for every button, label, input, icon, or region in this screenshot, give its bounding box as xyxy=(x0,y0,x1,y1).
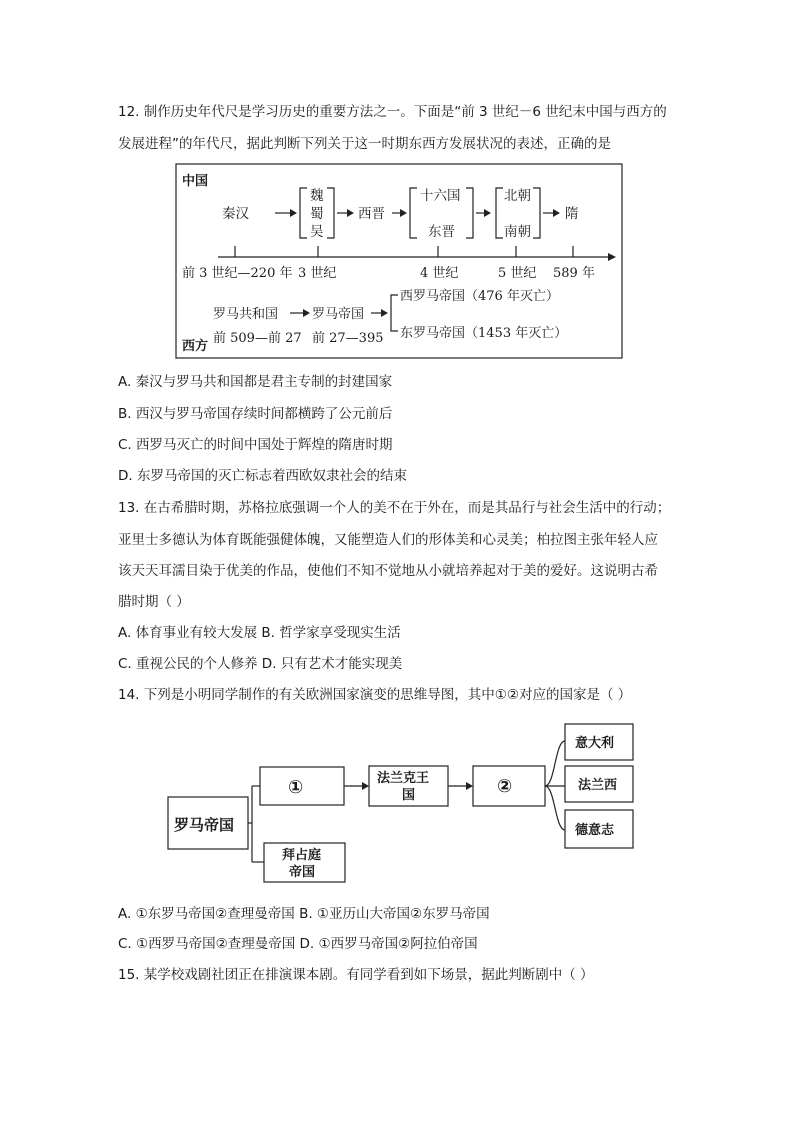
tick-label: 589 年 xyxy=(553,266,595,281)
republic-years: 前 509—前 27 xyxy=(213,331,302,346)
q12-option-c: C. 西罗马灭亡的时间中国处于辉煌的隋唐时期 xyxy=(118,437,393,453)
arrow-icon xyxy=(362,782,369,790)
east-roman-label: 东罗马帝国（1453 年灭亡） xyxy=(400,326,568,341)
qinhan-label: 秦汉 xyxy=(222,206,249,222)
arrow-icon xyxy=(381,309,388,317)
bracket-icon xyxy=(466,188,473,238)
frankish-label-1: 法兰克王 xyxy=(377,771,430,786)
west-label: 西方 xyxy=(182,339,209,354)
italy-label: 意大利 xyxy=(575,736,615,751)
arrow-icon xyxy=(466,782,473,790)
west-roman-label: 西罗马帝国（476 年灭亡） xyxy=(400,289,559,304)
q13-stem-line2: 亚里士多德认为体育既能强健体魄，又能塑造人们的形体美和心灵美；柏拉图主张年轻人应 xyxy=(118,532,658,548)
arrow-icon xyxy=(347,209,354,217)
germany-label: 德意志 xyxy=(575,823,615,838)
arrow-icon xyxy=(303,309,310,317)
shu-label: 蜀 xyxy=(310,206,324,222)
nanchao-label: 南朝 xyxy=(504,224,531,240)
q12-stem-line1: 12. 制作历史年代尺是学习历史的重要方法之一。下面是“前 3 世纪－6 世纪末中国与西方的 xyxy=(118,104,667,120)
roman-republic-label: 罗马共和国 xyxy=(213,307,279,322)
france-label: 法兰西 xyxy=(578,778,618,793)
bracket-icon xyxy=(391,295,398,331)
branch-line xyxy=(545,741,565,786)
tick-label: 3 世纪 xyxy=(298,266,337,281)
bracket-icon xyxy=(410,188,417,238)
roman-empire-box-label: 罗马帝国 xyxy=(174,816,235,834)
byzantine-label-2: 帝国 xyxy=(289,865,316,880)
q13-options-ab: A. 体育事业有较大发展 B. 哲学家享受现实生活 xyxy=(118,625,401,641)
branch-line xyxy=(545,786,565,830)
tick-label: 5 世纪 xyxy=(498,266,537,281)
xijin-label: 西晋 xyxy=(358,206,385,222)
q13-stem-line4: 腊时期（ ） xyxy=(118,594,190,610)
wu-label: 吴 xyxy=(310,224,324,240)
circle1-label: ① xyxy=(288,777,304,798)
q15-stem: 15. 某学校戏剧社团正在排演课本剧。有同学看到如下场景，据此判断剧中（ ） xyxy=(118,967,594,983)
q13-options-cd: C. 重视公民的个人修养 D. 只有艺术才能实现美 xyxy=(118,656,403,672)
sui-label: 隋 xyxy=(565,206,579,222)
wei-label: 魏 xyxy=(310,188,324,204)
axis-arrow-icon xyxy=(608,253,616,261)
bracket-icon xyxy=(327,188,334,238)
q13-stem-line3: 该天天耳濡目染于优美的作品，使他们不知不觉地从小就培养起对于美的爱好。这说明古希 xyxy=(118,563,658,579)
bracket-icon xyxy=(300,188,307,238)
tick-label: 前 3 世纪—220 年 xyxy=(182,266,293,281)
q14-options-cd: C. ①西罗马帝国②查理曼帝国 D. ①西罗马帝国②阿拉伯帝国 xyxy=(118,936,478,952)
bracket-icon xyxy=(496,188,503,238)
tick-label: 4 世纪 xyxy=(420,266,459,281)
arrow-icon xyxy=(290,209,297,217)
beichao-label: 北朝 xyxy=(504,188,531,204)
q12-stem-line2: 发展进程”的年代尺，据此判断下列关于这一时期东西方发展状况的表述，正确的是 xyxy=(118,136,611,152)
q14-stem: 14. 下列是小明同学制作的有关欧洲国家演变的思维导图，其中①②对应的国家是（ ） xyxy=(118,687,632,703)
q14-options-ab: A. ①东罗马帝国②查理曼帝国 B. ①亚历山大帝国②东罗马帝国 xyxy=(118,906,490,922)
byzantine-label-1: 拜占庭 xyxy=(282,848,322,863)
roman-empire-label: 罗马帝国 xyxy=(312,307,365,322)
dongjin-label: 东晋 xyxy=(428,224,455,240)
empire-years: 前 27—395 xyxy=(312,331,384,346)
q12-option-d: D. 东罗马帝国的灭亡标志着西欧奴隶社会的结束 xyxy=(118,468,407,484)
arrow-icon xyxy=(400,209,407,217)
china-label: 中国 xyxy=(182,174,209,189)
frankish-label-2: 国 xyxy=(402,788,416,803)
circle2-label: ② xyxy=(497,776,513,797)
q12-option-a: A. 秦汉与罗马共和国都是君主专制的封建国家 xyxy=(118,374,393,390)
arrow-icon xyxy=(553,209,560,217)
q12-option-b: B. 西汉与罗马帝国存续时间都横跨了公元前后 xyxy=(118,406,393,422)
arrow-icon xyxy=(484,209,491,217)
shiliuguo-label: 十六国 xyxy=(420,188,461,204)
q13-stem-line1: 13. 在古希腊时期，苏格拉底强调一个人的美不在于外在，而是其品行与社会生活中的行动； xyxy=(118,500,671,516)
bracket-icon xyxy=(533,188,540,238)
